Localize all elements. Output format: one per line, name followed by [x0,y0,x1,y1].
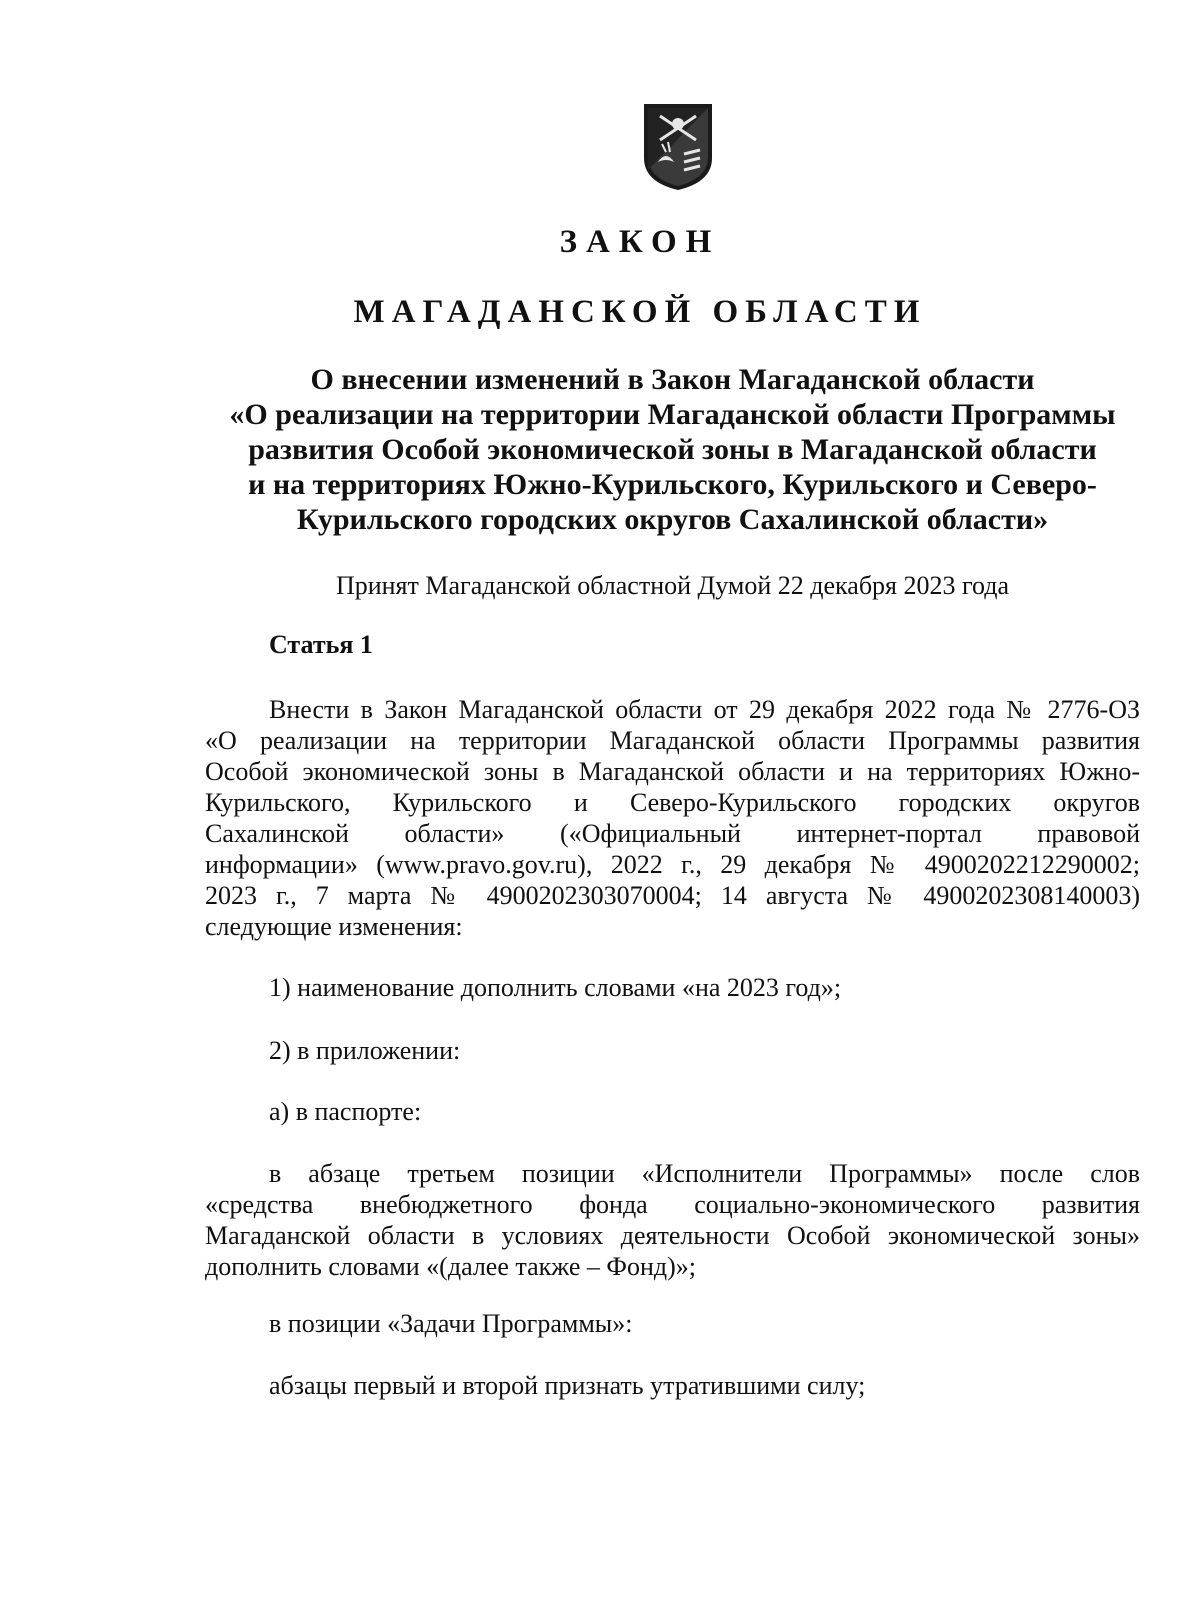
paragraph-line: информации» (www.pravo.gov.ru), 2022 г., 29 декабря № 4900202212290002; [205,850,1140,879]
paragraph-line: Магаданской области в условиях деятельности Особой экономической зоны» [205,1221,1140,1250]
list-item-2: 2) в приложении: [269,1036,461,1065]
adoption-statement: Принят Магаданской областной Думой 22 декабря 2023 года [335,571,1010,600]
list-item-1: 1) наименование дополнить словами «на 2023 год»; [269,973,842,1002]
region-title: МАГАДАНСКОЙ ОБЛАСТИ [353,294,927,330]
subject-line: «О реализации на территории Магаданской области Программы [229,398,1116,431]
paragraph-line: Внести в Закон Магаданской области от 29 декабря 2022 года № 2776-ОЗ [269,695,1140,724]
paragraph-line: «О реализации на территории Магаданской области Программы развития [205,726,1140,755]
tasks-position-line: в позиции «Задачи Программы»: [269,1309,633,1338]
subject-line: О внесении изменений в Закон Магаданской области [310,363,1035,396]
article-intro-paragraph [205,694,1140,942]
paragraph-line: в абзаце третьем позиции «Исполнители Программы» после слов [269,1159,1140,1188]
document-type-title: ЗАКОН [559,224,721,260]
list-item-a: а) в паспорте: [269,1097,422,1126]
subject-line: и на территориях Южно-Курильского, Курильского и Северо- [248,468,1097,501]
paragraph-line: Особой экономической зоны в Магаданской области и на территориях Южно- [205,757,1140,786]
law-subject-title [205,362,1140,537]
paragraph-line: дополнить словами «(далее также – Фонд)»; [205,1252,696,1281]
paragraph-line: Курильского, Курильского и Северо-Курильского городских округов [205,788,1140,817]
paragraph-line: Сахалинской области» («Официальный интернет-портал правовой [205,819,1140,848]
executors-paragraph [205,1158,1140,1282]
coat-of-arms-icon [638,100,718,192]
article-heading: Статья 1 [269,630,373,659]
subject-line: развития Особой экономической зоны в Магаданской области [248,433,1097,466]
subject-line: Курильского городских округов Сахалинской области» [296,503,1049,536]
paragraph-line: 2023 г., 7 марта № 4900202303070004; 14 августа № 4900202308140003) [205,881,1140,910]
paragraph-line: следующие изменения: [205,912,463,941]
void-paragraphs-line: абзацы первый и второй признать утратившими силу; [269,1371,866,1400]
paragraph-line: «средства внебюджетного фонда социально-экономического развития [205,1190,1140,1219]
